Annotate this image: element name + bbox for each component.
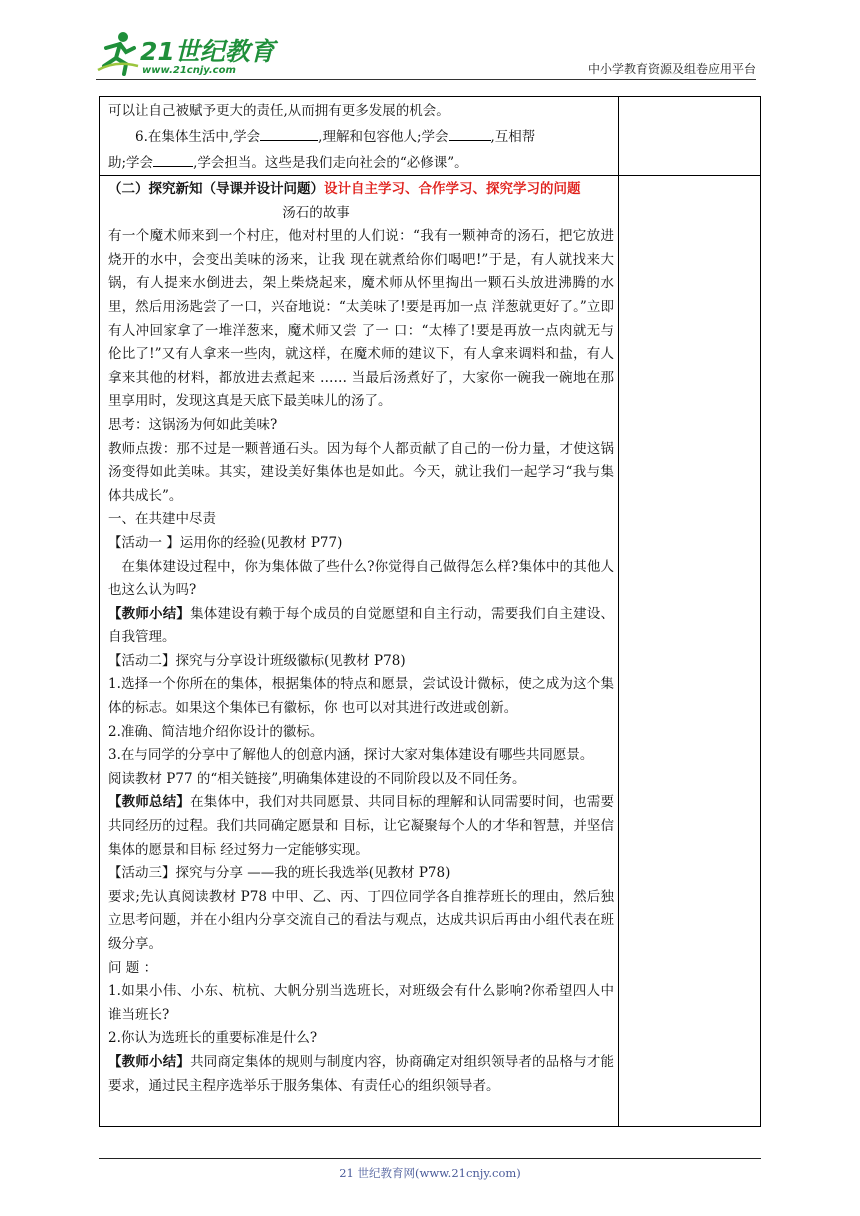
text-line: 可以让自己被赋予更大的责任,从而拥有更多发展的机会。 (108, 103, 450, 119)
header-tagline: 中小学教育资源及组卷应用平台 (587, 62, 756, 76)
header-divider (96, 79, 756, 80)
site-logo[interactable] (96, 30, 275, 80)
fill-in-item-6: 6.在集体生活中,学会 ,理解和包容他人;学会 ,互相帮 (108, 124, 612, 150)
activity-2-item-3: 3.在与同学的分享中了解他人的创意内涵，探讨大家对集体建设有哪些共同愿景。 (108, 747, 594, 764)
think-question: 思考：这锅汤为何如此美味? (108, 416, 278, 433)
question-1: 1.如果小伟、小东、杭杭、大帆分别当选班长，对班级会有什么影响?你希望四人中谁当班长? (108, 983, 614, 1023)
footer-divider (99, 1158, 761, 1159)
section-heading: （二）探究新知（导课并设计问题）设计自主学习、合作学习、探究学习的问题 (108, 181, 581, 197)
activity-2-title: 【活动二】探究与分享设计班级徽标(见教材 P78) (108, 652, 406, 669)
story-title: 汤石的故事 (282, 204, 350, 221)
runner-icon (96, 30, 140, 76)
activity-1-title: 【活动一 】运用你的经验(见教材 P77) (108, 534, 343, 551)
page-header (0, 0, 860, 90)
summary-3: 【教师小结】共同商定集体的规则与制度内容，协商确定对组织领导者的品格与才能要求，通过民主程序选举乐于服务集体、有责任心的组织领导者。 (108, 1053, 615, 1094)
question-2: 2.你认为选班长的重要标准是什么? (108, 1030, 318, 1047)
activity-1-text: 在集体建设过程中，你为集体做了些什么?你觉得自己做得怎么样?集体中的其他人也这么认为吗? (108, 558, 614, 599)
logo-url: www.21cnjy.com (142, 65, 236, 76)
table-column-divider (618, 96, 619, 1127)
activity-3-title: 【活动三】探究与分享 ——我的班长我选举(见教材 P78) (108, 865, 451, 882)
fill-in-item-6-cont: 助;学会 ,学会担当。这些是我们走向社会的“必修课”。 (108, 150, 612, 176)
page-footer[interactable]: 21 世纪教育网(www.21cnjy.com) (339, 1166, 521, 1180)
summary-2: 【教师总结】在集体中，我们对共同愿景、共同目标的理解和认同需要时间，也需要共同经历的过程。我们共同确定愿景和 目标，让它凝聚每个人的才华和智慧，并坚信集体的愿景和目标 经过努力一定能够实现。 (108, 794, 615, 858)
table-cell-top (108, 98, 612, 176)
answer-blank[interactable] (449, 126, 491, 141)
story-text: 有一个魔术师来到一个村庄，他对村里的人们说：“我有一颗神奇的汤石，把它放进烧开的水中，会变出美味的汤来，让我 现在就煮给你们喝吧!”于是，有人就找来大锅，有人提来水倒进去，架上柴烧起来，魔术师从怀里掏出一颗石头放进沸腾的水 里，然后用汤匙尝了一口，兴奋地说：“太美味了!要是再加一点 洋葱就更好了。”立即有人冲回家拿了一堆洋葱来，魔术师又尝 了一 口：“太棒了!要是再放一点肉就无与伦比了!”又有人拿来一些肉，就这样，在魔术师的建议下，有人拿来调料和盐，有人拿来其他的材料，都放进去煮起来 …… 当最后汤煮好了，大家你一碗我一碗地在那里享用时，发现这真是天底下最美味儿的汤了。 (108, 228, 614, 410)
logo-text: 21世纪教育 (140, 37, 275, 66)
reading-note: 阅读教材 P77 的“相关链接”,明确集体建设的不同阶段以及不同任务。 (108, 770, 526, 787)
answer-blank[interactable] (153, 152, 193, 167)
activity-3-requirement: 要求;先认真阅读教材 P78 中甲、乙、丙、丁四位同学各自推荐班长的理由，然后独立思考问题，并在小组内分享交流自己的看法与观点，达成共识后再由小组代表在班级分享。 (108, 888, 614, 952)
teacher-hint: 教师点拨：那不过是一颗普通石头。因为每个人都贡献了自己的一份力量，才使这锅汤变得如此美味。其实，建设美好集体也是如此。今天，就让我们一起学习“我与集体共成长”。 (108, 440, 614, 504)
part-heading: 一、在共建中尽责 (108, 511, 216, 528)
activity-2-item-1: 1.选择一个你所在的集体，根据集体的特点和愿景，尝试设计微标，使之成为这个集体的标志。如果这个集体已有徽标，你 也可以对其进行改进或创新。 (108, 676, 614, 717)
summary-1: 【教师小结】集体建设有赖于每个成员的自觉愿望和自主行动，需要我们自主建设、自我管理。 (108, 605, 615, 646)
table-cell-main (108, 178, 614, 1098)
activity-2-item-2: 2.准确、简洁地介绍你设计的徽标。 (108, 723, 324, 740)
answer-blank[interactable] (260, 126, 318, 141)
questions-label: 问 题 ： (108, 959, 158, 976)
